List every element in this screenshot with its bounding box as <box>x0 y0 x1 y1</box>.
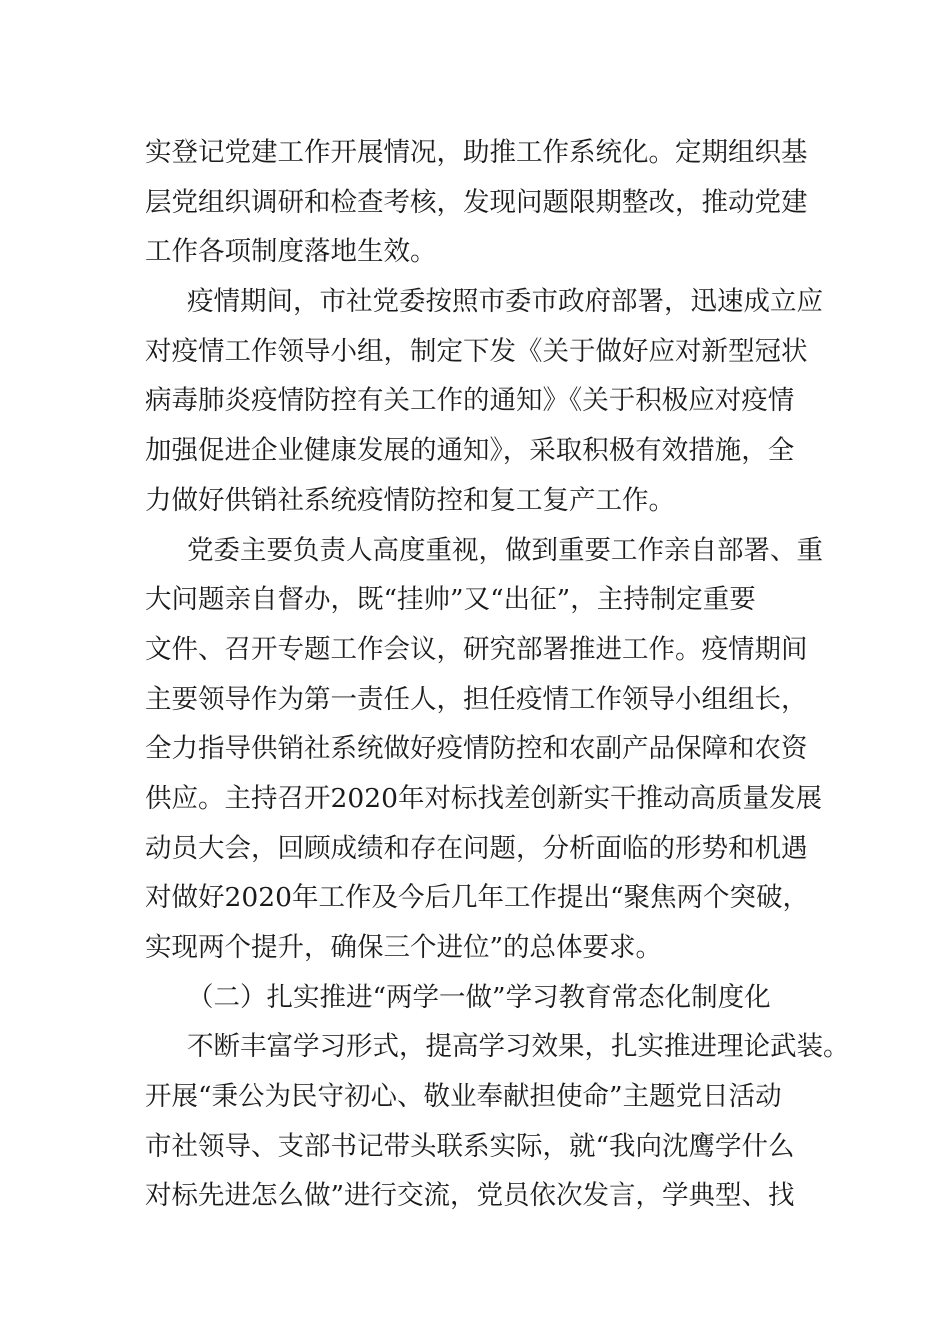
section-heading: （二）扎实推进“两学一做”学习教育常态化制度化 <box>187 981 771 1013</box>
text-line: 主要领导作为第一责任人，担任疫情工作领导小组组长， <box>145 683 808 715</box>
text-line: 大问题亲自督办，既“挂帅”又“出征”，主持制定重要 <box>145 584 756 616</box>
text-line: 实现两个提升，确保三个进位”的总体要求。 <box>145 932 663 963</box>
text-line: 全力指导供销社系统做好疫情防控和农副产品保障和农资 <box>145 733 808 765</box>
text-line: 对标先进怎么做”进行交流，党员依次发言，学典型、找 <box>145 1180 795 1212</box>
text-line: 动员大会，回顾成绩和存在问题，分析面临的形势和机遇 <box>145 832 808 864</box>
paragraph-start-line: 党委主要负责人高度重视，做到重要工作亲自部署、重 <box>187 534 823 566</box>
text-line: 对疫情工作领导小组，制定下发《关于做好应对新型冠状 <box>145 335 808 367</box>
paragraph-start-line: 疫情期间，市社党委按照市委市政府部署，迅速成立应 <box>187 286 823 318</box>
text-line: 力做好供销社系统疫情防控和复工复产工作。 <box>145 484 675 516</box>
text-line: 开展“秉公为民守初心、敬业奉献担使命”主题党日活动 <box>145 1081 782 1113</box>
text-line: 病毒肺炎疫情防控有关工作的通知》《关于积极应对疫情 <box>145 385 795 417</box>
text-line: 文件、召开专题工作会议，研究部署推进工作。疫情期间 <box>145 633 808 665</box>
text-line: 实登记党建工作开展情况，助推工作系统化。定期组织基 <box>145 137 808 168</box>
text-line: 加强促进企业健康发展的通知》，采取积极有效措施，全 <box>145 435 795 467</box>
text-line: 市社领导、支部书记带头联系实际，就“我向沈鹰学什么 <box>145 1130 795 1162</box>
text-line: 供应。主持召开2020年对标找差创新实干推动高质量发展 <box>145 782 822 814</box>
paragraph-start-line: 不断丰富学习形式，提高学习效果，扎实推进理论武装。 <box>187 1031 850 1063</box>
text-line: 层党组织调研和检查考核，发现问题限期整改，推动党建 <box>145 186 808 218</box>
document-body <box>145 128 850 1221</box>
text-line: 工作各项制度落地生效。 <box>145 236 437 268</box>
text-line: 对做好2020年工作及今后几年工作提出“聚焦两个突破， <box>145 882 809 914</box>
